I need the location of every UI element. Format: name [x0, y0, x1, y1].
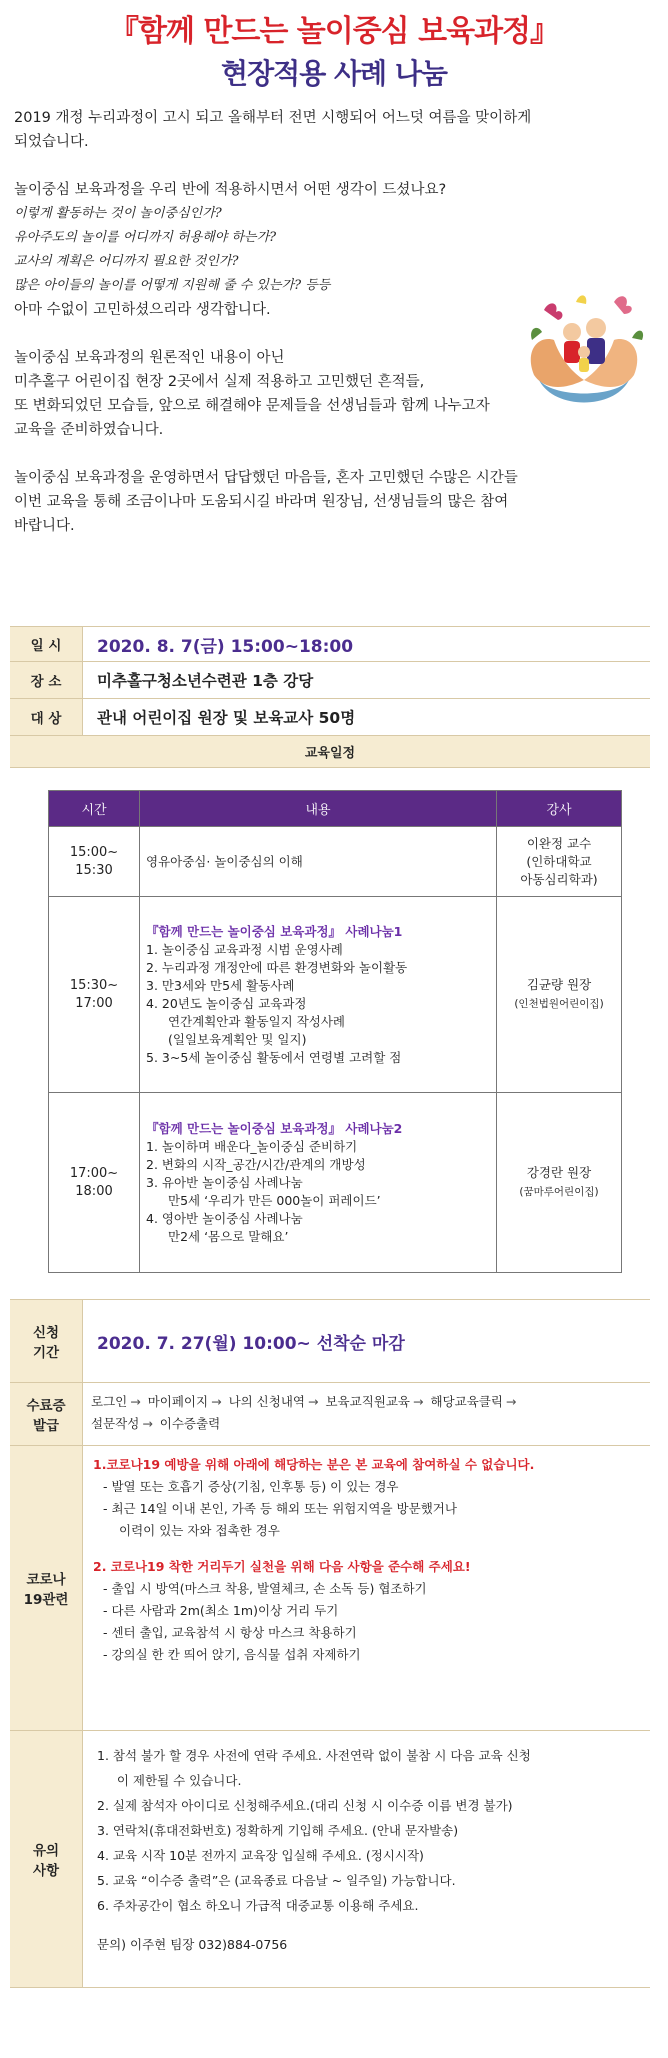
content-cell: 영유아중심· 놀이중심의 이해 [140, 827, 497, 897]
note-item: 5. 교육 “이수증 출력”은 (교육종료 다음날 ~ 일주일) 가능합니다. [97, 1873, 456, 1888]
question-line: 이렇게 활동하는 것이 놀이중심인가? [14, 206, 222, 221]
step-mypage: 마이페이지 [147, 1394, 209, 1409]
intro-section [0, 106, 668, 576]
step-survey: 설문작성 [91, 1416, 140, 1431]
notes-label: 유의 사항 [10, 1731, 83, 1987]
intro-line: 바랍니다. [14, 518, 75, 534]
place-label: 장 소 [10, 662, 83, 698]
table-row [49, 897, 622, 1093]
table-row [49, 827, 622, 897]
time-cell: 15:30~ 17:00 [49, 897, 140, 1093]
arrow-icon: → [308, 1394, 319, 1409]
certificate-steps [83, 1383, 650, 1445]
table-row [49, 1093, 622, 1273]
place-value: 미추홀구청소년수련관 1층 강당 [97, 672, 314, 690]
family-hands-illustration [514, 280, 654, 420]
intro-line: 또 변화되었던 모습들, 앞으로 해결해야 문제들을 선생님들과 함께 나누고자 [14, 398, 490, 414]
lecturer-cell: 강경란 원장 (꿈마루어린이집) [497, 1093, 622, 1273]
notes-list [83, 1731, 650, 1987]
time-cell: 17:00~ 18:00 [49, 1093, 140, 1273]
question-line: 많은 아이들의 놀이를 어떻게 지원해 줄 수 있는가? 등등 [14, 278, 331, 293]
covid-item: - 다른 사람과 2m(최소 1m)이상 거리 두기 [103, 1603, 339, 1618]
event-info-table [10, 626, 650, 1988]
lecturer-cell: 김균량 원장 (인천법원어린이집) [497, 897, 622, 1093]
covid-item: - 강의실 한 칸 띄어 앉기, 음식물 섭취 자제하기 [103, 1647, 361, 1662]
intro-line: 2019 개정 누리과정이 고시 되고 올해부터 전면 시행되어 어느덧 여름을 맞이하게 [14, 110, 532, 126]
schedule-table [48, 790, 622, 1273]
covid-item: - 최근 14일 이내 본인, 가족 등 해외 또는 위험지역을 방문했거나 [103, 1501, 457, 1516]
date-label: 일 시 [10, 627, 83, 661]
note-item: 4. 교육 시작 10분 전까지 교육장 입실해 주세요. (정시시작) [97, 1848, 424, 1863]
col-lecturer-header: 강사 [497, 791, 622, 827]
arrow-icon: → [142, 1416, 153, 1431]
step-my-applications: 나의 신청내역 [228, 1394, 305, 1409]
covid-notice [83, 1446, 650, 1730]
intro-line: 놀이중심 보육과정을 운영하면서 답답했던 마음들, 혼자 고민했던 수많은 시간들 [14, 470, 518, 486]
intro-line: 이번 교육을 통해 조금이나마 도움되시길 바라며 원장님, 선생님들의 많은 참여 [14, 494, 509, 510]
certificate-label: 수료증 발급 [10, 1383, 83, 1445]
note-item: 3. 연락처(휴대전화번호) 정확하게 기입해 주세요. (안내 문자발송) [97, 1823, 459, 1838]
apply-value: 2020. 7. 27(월) 10:00~ 선착순 마감 [97, 1333, 405, 1354]
intro-line: 미추홀구 어린이집 현장 2곳에서 실제 적용하고 고민했던 흔적들, [14, 374, 425, 390]
note-item: 이 제한될 수 있습니다. [97, 1773, 242, 1788]
intro-line: 되었습니다. [14, 134, 89, 150]
lecturer-cell: 이완정 교수 (인하대학교 아동심리학과) [497, 827, 622, 897]
col-time-header: 시간 [49, 791, 140, 827]
note-item: 2. 실제 참석자 아이디로 신청해주세요.(대리 신청 시 이수증 이름 변경 불가) [97, 1798, 513, 1813]
arrow-icon: → [211, 1394, 222, 1409]
content-cell: 『함께 만드는 놀이중심 보육과정』 사례나눔1 1. 놀이중심 교육과정 시범 운영사례 2. 누리과정 개정안에 따른 환경변화와 놀이활동 3. 만3세와 만5세 활동사례 4. 20년도 놀이중심 교육과정 연간계획안과 활동일지 작성사례 (일일보육계획안 및 일지) 5. 3~5세 놀이중심 활동에서 연령별 고려할 점 [140, 897, 497, 1093]
time-cell: 15:00~ 15:30 [49, 827, 140, 897]
step-staff-education: 보육교직원교육 [325, 1394, 410, 1409]
intro-line: 아마 수없이 고민하셨으리라 생각합니다. [14, 302, 271, 318]
target-value: 관내 어린이집 원장 및 보육교사 50명 [97, 709, 356, 727]
note-item: 6. 주차공간이 협소 하오니 가급적 대중교통 이용해 주세요. [97, 1898, 419, 1913]
schedule-heading: 교육일정 [10, 736, 650, 768]
target-label: 대 상 [10, 699, 83, 735]
intro-line: 놀이중심 보육과정의 원론적인 내용이 아닌 [14, 350, 285, 366]
content-cell: 『함께 만드는 놀이중심 보육과정』 사례나눔2 1. 놀이하며 배운다_놀이중심 준비하기 2. 변화의 시작_공간/시간/관계의 개방성 3. 유아반 놀이중심 사례나눔 만5세 ‘우리가 만든 000놀이 퍼레이드’ 4. 영아반 놀이중심 사례나눔 만2세 ‘몸으로 말해요’ [140, 1093, 497, 1273]
covid-item: - 출입 시 방역(마스크 착용, 발열체크, 손 소독 등) 협조하기 [103, 1581, 427, 1596]
step-print-certificate: 이수증출력 [159, 1416, 221, 1431]
arrow-icon: → [505, 1394, 517, 1409]
page-subtitle: 현장적용 사례 나눔 [221, 57, 447, 90]
schedule-section [10, 768, 650, 1300]
contact-info: 문의) 이주현 팀장 032)884-0756 [97, 1937, 288, 1952]
step-click-course: 해당교육클릭 [430, 1394, 503, 1409]
covid-label: 코로나 19관련 [10, 1446, 83, 1730]
covid-item: - 발열 또는 호흡기 증상(기침, 인후통 등) 이 있는 경우 [103, 1479, 399, 1494]
intro-line: 교육을 준비하였습니다. [14, 422, 164, 438]
covid-heading-1: 1.코로나19 예방을 위해 아래에 해당하는 분은 본 교육에 참여하실 수 없습니다. [93, 1457, 535, 1472]
question-line: 교사의 계획은 어디까지 필요한 것인가? [14, 254, 239, 269]
arrow-icon: → [413, 1394, 424, 1409]
arrow-icon: → [130, 1394, 141, 1409]
covid-heading-2: 2. 코로나19 착한 거리두기 실천을 위해 다음 사항을 준수해 주세요! [93, 1559, 471, 1574]
question-line: 유아주도의 놀이를 어디까지 허용해야 하는가? [14, 230, 277, 245]
date-value: 2020. 8. 7(금) 15:00~18:00 [97, 636, 354, 657]
note-item: 1. 참석 불가 할 경우 사전에 연락 주세요. 사전연락 없이 불참 시 다음 교육 신청 [97, 1748, 531, 1763]
col-content-header: 내용 [140, 791, 497, 827]
page-title: 『함께 만드는 놀이중심 보육과정』 [108, 14, 560, 49]
step-login: 로그인 [91, 1394, 128, 1409]
intro-line: 놀이중심 보육과정을 우리 반에 적용하시면서 어떤 생각이 드셨나요? [14, 182, 447, 198]
covid-item: - 센터 출입, 교육참석 시 항상 마스크 착용하기 [103, 1625, 357, 1640]
covid-item: 이력이 있는 자와 접촉한 경우 [119, 1523, 280, 1538]
apply-label: 신청 기간 [10, 1300, 83, 1382]
